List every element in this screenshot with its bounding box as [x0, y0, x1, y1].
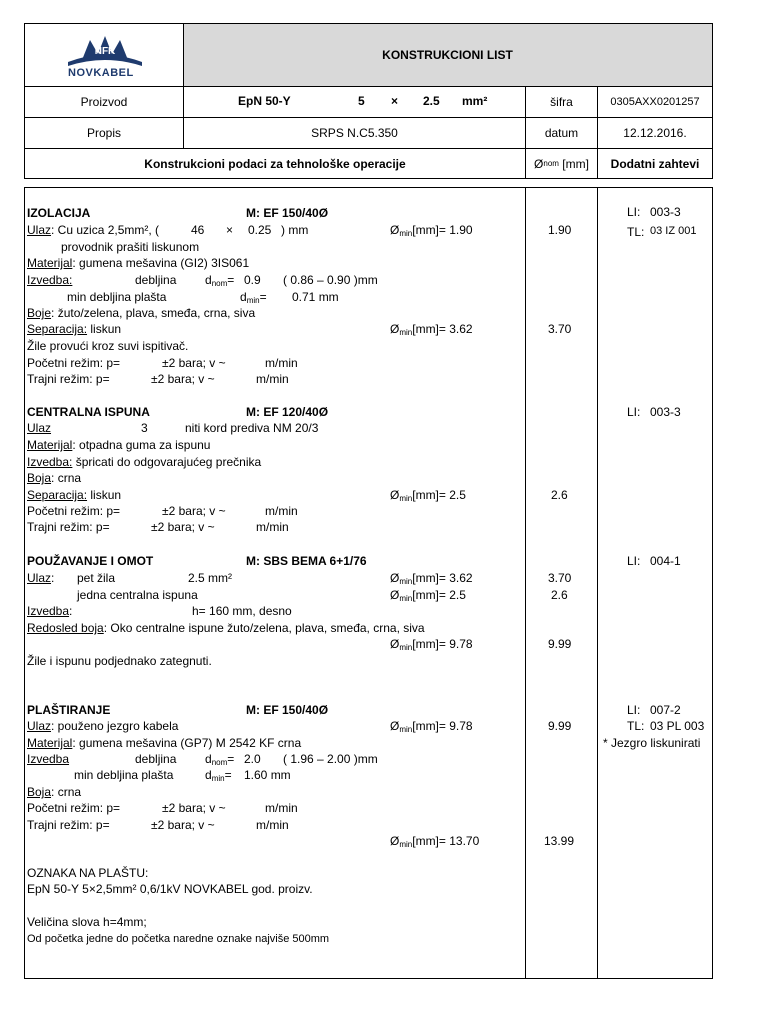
- plastiranje-li-label: LI:: [627, 703, 641, 717]
- plastiranje-traj-bar: ±2 bara; v ~: [151, 818, 215, 832]
- izolacija-poc: Početni režim: p=: [27, 356, 121, 370]
- plastiranje-traj-unit: m/min: [256, 818, 289, 832]
- machine: M: EF 150/40Ø: [246, 703, 329, 717]
- text: Izvedba:: [27, 604, 73, 618]
- times: ×: [226, 223, 234, 237]
- section-title: CENTRALNA ISPUNA: [27, 405, 150, 419]
- logo-text: NOVKABEL: [68, 67, 134, 79]
- v-rule: [24, 187, 25, 979]
- ispuna-traj: Trajni režim: p=: [27, 520, 110, 534]
- diam-sub: nom: [543, 159, 559, 168]
- text: [390, 719, 473, 734]
- pouzavanje-dnom2: 2.6: [551, 588, 568, 602]
- plastiranje-poc: Početni režim: p=: [27, 801, 121, 815]
- plastiranje-li: 007-2: [650, 703, 681, 717]
- izolacija-izv-range: ( 0.86 – 0.90 )mm: [283, 273, 378, 287]
- v-rule: [712, 23, 713, 179]
- plastiranje-note: * Jezgro liskunirati: [603, 736, 701, 750]
- symbols-min: min: [399, 840, 413, 849]
- tl-value: 03 IZ 001: [650, 225, 697, 237]
- product-cores: 5: [358, 94, 365, 108]
- izolacija-traj-unit: m/min: [256, 372, 289, 386]
- symbols-min: min: [399, 577, 413, 586]
- symbols-diam: Ø: [390, 571, 400, 585]
- machine: M: EF 120/40Ø: [246, 405, 329, 419]
- plastiranje-dmin-final: [mm]= 13.70: [412, 834, 480, 848]
- ispuna-boja-label: Boja: [27, 471, 52, 485]
- wire-diameter: 0.25: [248, 223, 272, 237]
- pouzavanje-li: 004-1: [650, 554, 681, 568]
- symbols-min: min: [399, 725, 413, 734]
- symbols-min: min: [399, 494, 413, 503]
- symbols-eq: =: [259, 290, 267, 304]
- izolacija-izv2: min debljina plašta: [67, 290, 167, 304]
- text: [205, 273, 234, 288]
- plastiranje-traj: Trajni režim: p=: [27, 818, 110, 832]
- plastiranje-izv-label: Izvedba: [27, 752, 70, 766]
- section-heading: Konstrukcioni podaci za tehnološke operacije: [144, 156, 406, 171]
- plastiranje-izv-range: ( 1.96 – 2.00 )mm: [283, 752, 378, 766]
- ispuna-izv-label: Izvedba:: [27, 455, 73, 469]
- v-rule: [597, 187, 598, 979]
- product-unit: mm²: [462, 94, 488, 108]
- pouzavanje-ulaz-size: 2.5 mm²: [188, 571, 233, 585]
- product-name: EpN 50-Y: [238, 94, 291, 108]
- ispuna-mat: : otpadna guma za ispunu: [72, 438, 211, 452]
- text: [27, 256, 249, 270]
- plastiranje-poc-bar: ±2 bara; v ~: [162, 801, 226, 815]
- symbols-min: min: [246, 296, 260, 305]
- ispuna-mat-label: Materijal: [27, 438, 73, 452]
- machine: M: SBS BEMA 6+1/76: [246, 554, 367, 568]
- symbols-min: min: [399, 328, 413, 337]
- pouzavanje-dnom3: 9.99: [548, 637, 572, 651]
- plastiranje-tl: 03 PL 003: [650, 719, 705, 733]
- ispuna-sep-label: Separacija:: [27, 488, 88, 502]
- ispuna-poc: Početni režim: p=: [27, 504, 121, 518]
- plastiranje-boja-label: Boja: [27, 785, 52, 799]
- tl-label: TL:: [627, 225, 645, 239]
- plastiranje-boja: : crna: [51, 785, 82, 799]
- symbols-diam: Ø: [390, 322, 400, 336]
- symbols-diam: Ø: [390, 834, 400, 848]
- product-times: ×: [391, 94, 399, 108]
- symbols-min: min: [399, 594, 413, 603]
- standard-label: Propis: [86, 126, 121, 140]
- symbols-dnom-lbl: d: [205, 768, 212, 782]
- pouzavanje-dnom1: 3.70: [548, 571, 572, 585]
- plastiranje-ulaz: : použeno jezgro kabela: [51, 719, 179, 733]
- symbols-nom: nom: [211, 758, 228, 767]
- pouzavanje-ulaz-label: Ulaz: [27, 571, 52, 585]
- ispuna-dnom: 2.6: [551, 488, 568, 502]
- symbols-min: min: [211, 774, 225, 783]
- ulaz-line: [27, 223, 159, 237]
- pouzavanje-red-label: Redosled boja: [27, 621, 104, 635]
- izolacija-sep-dnom: 3.70: [548, 322, 572, 336]
- izolacija-note: Žile provući kroz suvi ispitivač.: [27, 339, 189, 353]
- text: [390, 571, 473, 586]
- pouzavanje-red: : Oko centralne ispune žuto/zelena, plava, smeđa, crna, siva: [103, 621, 425, 635]
- section-title: PLAŠTIRANJE: [27, 703, 111, 717]
- page-title: KONSTRUKCIONI LIST: [382, 48, 513, 62]
- plastiranje-dnom: 9.99: [548, 719, 572, 733]
- h-rule: [24, 187, 713, 188]
- section-title: POUŽAVANJE I OMOT: [27, 554, 154, 568]
- symbols-dnom-lbl: d: [240, 290, 247, 304]
- text: [27, 455, 261, 469]
- pouzavanje-ulaz2: jedna centralna ispuna: [77, 588, 198, 602]
- plastiranje-mat-label: Materijal: [27, 736, 73, 750]
- symbols-min: min: [399, 643, 413, 652]
- plastiranje-izv2: min debljina plašta: [74, 768, 174, 782]
- izolacija-ulaz-label: Ulaz: [27, 223, 52, 237]
- extra-heading: Dodatni zahtevi: [610, 156, 700, 171]
- h-rule: [24, 23, 713, 24]
- text: [27, 621, 425, 635]
- wire-unit: ) mm: [281, 223, 309, 237]
- pouzavanje-izv-label: Izvedba: [27, 604, 70, 618]
- izolacija-sep-dmin: [mm]= 3.62: [412, 322, 473, 336]
- plastiranje-tl-label: TL:: [627, 719, 645, 733]
- izolacija-traj-bar: ±2 bara; v ~: [151, 372, 215, 386]
- text: [27, 273, 72, 287]
- text: [27, 736, 301, 750]
- text: [27, 785, 81, 799]
- product-size: 2.5: [423, 94, 440, 108]
- logo-mark-icon: [60, 34, 150, 68]
- izolacija-traj: Trajni režim: p=: [27, 372, 110, 386]
- symbols-diam: Ø: [390, 488, 400, 502]
- pouzavanje-dmin1: [mm]= 3.62: [412, 571, 473, 585]
- logo-mark-text: NFK: [94, 46, 116, 57]
- izolacija-dmin: [mm]= 1.90: [412, 223, 473, 237]
- ispuna-poc-unit: m/min: [265, 504, 298, 518]
- text: [27, 421, 51, 435]
- ispuna-poc-bar: ±2 bara; v ~: [162, 504, 226, 518]
- pouzavanje-dmin3: [mm]= 9.78: [412, 637, 473, 651]
- li-label: LI:: [627, 205, 641, 219]
- text: [27, 438, 210, 452]
- ulaz-note: provodnik prašiti liskunom: [61, 240, 200, 254]
- marking-spacing: Od početka jedne do početka naredne oznake najviše 500mm: [27, 933, 330, 945]
- text: [390, 588, 466, 603]
- h-rule: [24, 178, 713, 179]
- ispuna-ulaz-label: Ulaz: [27, 421, 52, 435]
- ispuna-ulaz: niti kord prediva NM 20/3: [185, 421, 319, 435]
- pouzavanje-note: Žile i ispunu podjednako zategnuti.: [27, 654, 212, 668]
- company-logo: [60, 34, 150, 82]
- plastiranje-dmin: [mm]= 9.78: [412, 719, 473, 733]
- izolacija-ulaz: : Cu uzica 2,5mm², (: [51, 223, 160, 237]
- ispuna-sep: liskun: [87, 488, 122, 502]
- ispuna-li-label: LI:: [627, 405, 641, 419]
- plastiranje-poc-unit: m/min: [265, 801, 298, 815]
- symbols-dnom-lbl: d: [205, 752, 212, 766]
- text: [390, 488, 466, 503]
- title-cell: [183, 24, 712, 86]
- v-rule: [712, 187, 713, 979]
- plastiranje-dnom-final: 13.99: [544, 834, 575, 848]
- symbols-eq: =: [227, 752, 235, 766]
- ispuna-boja: : crna: [51, 471, 82, 485]
- li-value: 003-3: [650, 205, 681, 219]
- text: [27, 752, 69, 766]
- izolacija-poc-unit: m/min: [265, 356, 298, 370]
- product-label: Proizvod: [80, 95, 128, 109]
- diameter-heading: [526, 149, 597, 178]
- izolacija-sep-label: Separacija:: [27, 322, 88, 336]
- plastiranje-izv-deb: debljina: [135, 752, 177, 766]
- wire-count: 46: [191, 223, 205, 237]
- pouzavanje-li-label: LI:: [627, 554, 641, 568]
- plastiranje-izv2-val: 1.60 mm: [244, 768, 291, 782]
- izolacija-boje-label: Boje: [27, 306, 52, 320]
- date-label: datum: [544, 126, 579, 140]
- symbols-min: min: [399, 229, 413, 238]
- symbols-eq: =: [227, 273, 235, 287]
- text: [27, 471, 81, 485]
- date-value: 12.12.2016.: [623, 126, 687, 140]
- izolacija-izv-deb: debljina: [135, 273, 177, 287]
- pouzavanje-ulaz: pet žila: [77, 571, 116, 585]
- ispuna-traj-unit: m/min: [256, 520, 289, 534]
- section-title: IZOLACIJA: [27, 206, 91, 220]
- text: [390, 637, 473, 652]
- diam-symbol: Ø: [534, 156, 544, 171]
- letter-size: Veličina slova h=4mm;: [27, 915, 147, 929]
- code-value: 0305AXX0201257: [610, 96, 700, 108]
- machine: M: EF 150/40Ø: [246, 206, 329, 220]
- izolacija-mat: : gumena mešavina (GI2) 3IS061: [72, 256, 250, 270]
- marking-title: OZNAKA NA PLAŠTU:: [27, 866, 149, 880]
- symbols-diam: Ø: [390, 637, 400, 651]
- v-rule: [525, 187, 526, 979]
- izolacija-izv-dnom-val: 0.9: [244, 273, 261, 287]
- diam-unit: [mm]: [562, 156, 589, 171]
- text: [27, 306, 255, 320]
- standard-value: SRPS N.C5.350: [311, 126, 398, 140]
- symbols-eq: =: [224, 768, 232, 782]
- text: [27, 719, 178, 733]
- text: [205, 752, 234, 767]
- dnom-value: 1.90: [548, 223, 572, 237]
- marking-text: EpN 50-Y 5×2,5mm² 0,6/1kV NOVKABEL god. proizv.: [27, 882, 313, 896]
- text: [240, 290, 267, 305]
- h-rule: [24, 978, 713, 979]
- ispuna-dmin: [mm]= 2.5: [412, 488, 466, 502]
- izolacija-izv-label: Izvedba:: [27, 273, 73, 287]
- plastiranje-mat: : gumena mešavina (GP7) M 2542 KF crna: [72, 736, 302, 750]
- text: [27, 322, 121, 336]
- ispuna-izv: špricati do odgovarajućeg prečnika: [72, 455, 262, 469]
- symbols-dnom-lbl: d: [205, 273, 212, 287]
- symbols-diam: Ø: [390, 223, 400, 237]
- pouzavanje-dmin2: [mm]= 2.5: [412, 588, 466, 602]
- izolacija-boje: : žuto/zelena, plava, smeđa, crna, siva: [51, 306, 256, 320]
- text: [390, 834, 479, 849]
- dmin-readout: [390, 223, 473, 238]
- plastiranje-izv-dnom-val: 2.0: [244, 752, 261, 766]
- izolacija-poc-bar: ±2 bara; v ~: [162, 356, 226, 370]
- ispuna-li: 003-3: [650, 405, 681, 419]
- text: [27, 488, 121, 502]
- code-label: šifra: [550, 95, 573, 109]
- ispuna-ulaz-n: 3: [141, 421, 148, 435]
- symbols-diam: Ø: [390, 719, 400, 733]
- ispuna-traj-bar: ±2 bara; v ~: [151, 520, 215, 534]
- pouzavanje-izv: h= 160 mm, desno: [192, 604, 292, 618]
- izolacija-sep: liskun: [87, 322, 122, 336]
- izolacija-mat-label: Materijal: [27, 256, 73, 270]
- izolacija-izv2-val: 0.71 mm: [292, 290, 339, 304]
- text: [205, 768, 232, 783]
- text: Ulaz:: [27, 571, 55, 585]
- symbols-diam: Ø: [390, 588, 400, 602]
- plastiranje-ulaz-label: Ulaz: [27, 719, 52, 733]
- symbols-nom: nom: [211, 279, 228, 288]
- text: [390, 322, 473, 337]
